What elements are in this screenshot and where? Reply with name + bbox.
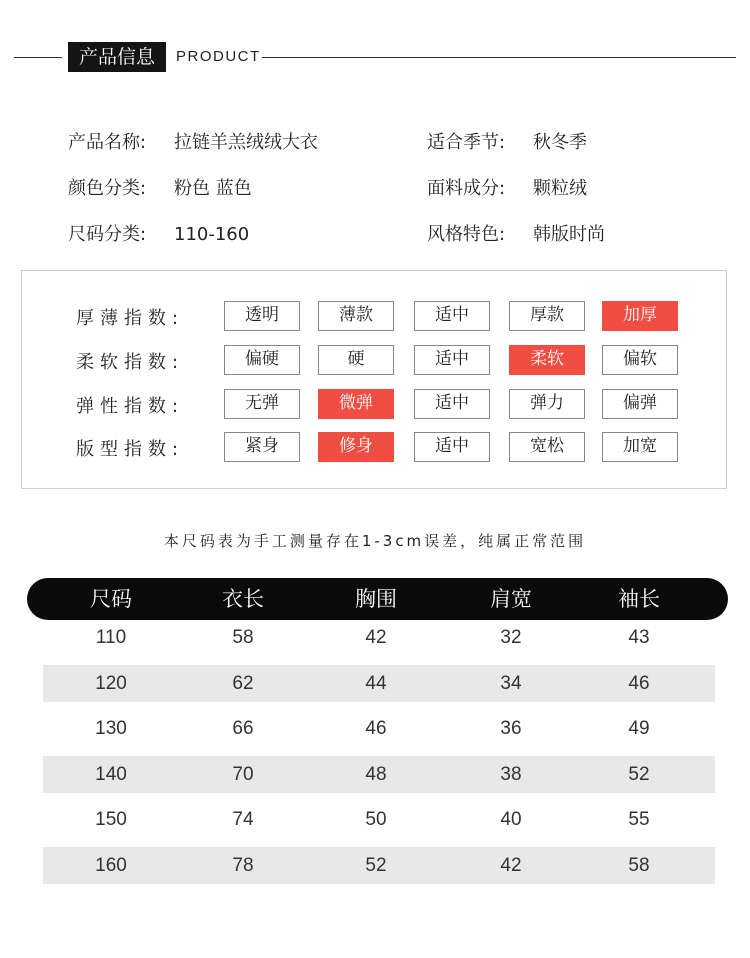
index-option: 厚款 — [509, 301, 585, 331]
index-option: 适中 — [414, 389, 490, 419]
info-label: 产品名称: — [68, 132, 147, 153]
index-option: 适中 — [414, 432, 490, 462]
table-row — [43, 847, 715, 884]
table-cell: 46 — [628, 673, 650, 694]
table-row — [43, 756, 715, 793]
table-cell: 46 — [365, 718, 387, 739]
info-season — [427, 128, 587, 154]
table-cell: 70 — [232, 764, 254, 785]
table-cell: 32 — [500, 627, 522, 648]
table-cell: 50 — [365, 809, 387, 830]
table-cell: 110 — [95, 627, 127, 648]
index-option: 硬 — [318, 345, 394, 375]
table-cell: 40 — [500, 809, 522, 830]
table-row — [43, 801, 715, 838]
measurement-note: 本尺码表为手工测量存在1-3cm误差，纯属正常范围 — [163, 532, 587, 550]
table-cell: 55 — [628, 809, 650, 830]
index-option: 加宽 — [602, 432, 678, 462]
index-label: 版型指数: — [76, 439, 185, 460]
table-cell: 48 — [365, 764, 387, 785]
table-row — [43, 619, 715, 656]
table-cell: 130 — [95, 718, 127, 739]
table-cell: 52 — [365, 855, 387, 876]
index-option: 透明 — [224, 301, 300, 331]
table-cell: 74 — [232, 809, 254, 830]
table-row — [43, 710, 715, 747]
info-label: 风格特色: — [427, 224, 506, 245]
info-label: 尺码分类: — [68, 224, 147, 245]
info-value: 粉色 蓝色 — [174, 178, 252, 199]
index-option-selected: 柔软 — [509, 345, 585, 375]
index-label: 柔软指数: — [76, 352, 185, 373]
index-option-selected: 加厚 — [602, 301, 678, 331]
index-option: 适中 — [414, 345, 490, 375]
table-cell: 52 — [628, 764, 650, 785]
index-option: 偏硬 — [224, 345, 300, 375]
info-style — [427, 220, 605, 246]
table-cell: 120 — [95, 673, 127, 694]
table-cell: 34 — [500, 673, 522, 694]
table-cell: 42 — [500, 855, 522, 876]
column-header: 袖长 — [618, 587, 660, 611]
size-table-header — [27, 578, 728, 620]
info-sizes — [68, 220, 249, 246]
table-cell: 44 — [365, 673, 387, 694]
index-option: 宽松 — [509, 432, 585, 462]
table-cell: 38 — [500, 764, 522, 785]
info-label: 适合季节: — [427, 132, 506, 153]
index-option: 薄款 — [318, 301, 394, 331]
table-cell: 62 — [232, 673, 254, 694]
index-option: 弹力 — [509, 389, 585, 419]
index-option: 偏软 — [602, 345, 678, 375]
index-option: 无弹 — [224, 389, 300, 419]
table-cell: 58 — [628, 855, 650, 876]
column-header: 胸围 — [355, 587, 397, 611]
info-product-name — [68, 128, 318, 154]
header-rule-right — [262, 57, 736, 58]
info-value: 拉链羊羔绒绒大衣 — [174, 132, 318, 153]
index-option-selected: 修身 — [318, 432, 394, 462]
index-option: 偏弹 — [602, 389, 678, 419]
column-header: 肩宽 — [490, 587, 532, 611]
table-cell: 160 — [95, 855, 127, 876]
table-cell: 42 — [365, 627, 387, 648]
table-cell: 150 — [95, 809, 127, 830]
column-header: 尺码 — [90, 587, 132, 611]
table-row — [43, 665, 715, 702]
info-fabric — [427, 174, 587, 200]
info-label: 颜色分类: — [68, 178, 147, 199]
table-cell: 78 — [232, 855, 254, 876]
info-colors — [68, 174, 252, 200]
table-cell: 140 — [95, 764, 127, 785]
info-label: 面料成分: — [427, 178, 506, 199]
index-label: 厚薄指数: — [76, 308, 185, 329]
section-title-en: PRODUCT — [176, 48, 261, 65]
header-rule-left — [14, 57, 62, 58]
index-option: 紧身 — [224, 432, 300, 462]
info-value: 110-160 — [174, 224, 250, 245]
table-cell: 36 — [500, 718, 522, 739]
index-label: 弹性指数: — [76, 396, 185, 417]
column-header: 衣长 — [222, 587, 264, 611]
info-value: 韩版时尚 — [533, 224, 605, 245]
table-cell: 43 — [628, 627, 650, 648]
info-value: 颗粒绒 — [533, 178, 587, 199]
table-cell: 49 — [628, 718, 650, 739]
index-option-selected: 微弹 — [318, 389, 394, 419]
index-option: 适中 — [414, 301, 490, 331]
section-title: 产品信息 — [68, 42, 166, 72]
table-cell: 58 — [232, 627, 254, 648]
table-cell: 66 — [232, 718, 254, 739]
info-value: 秋冬季 — [533, 132, 587, 153]
